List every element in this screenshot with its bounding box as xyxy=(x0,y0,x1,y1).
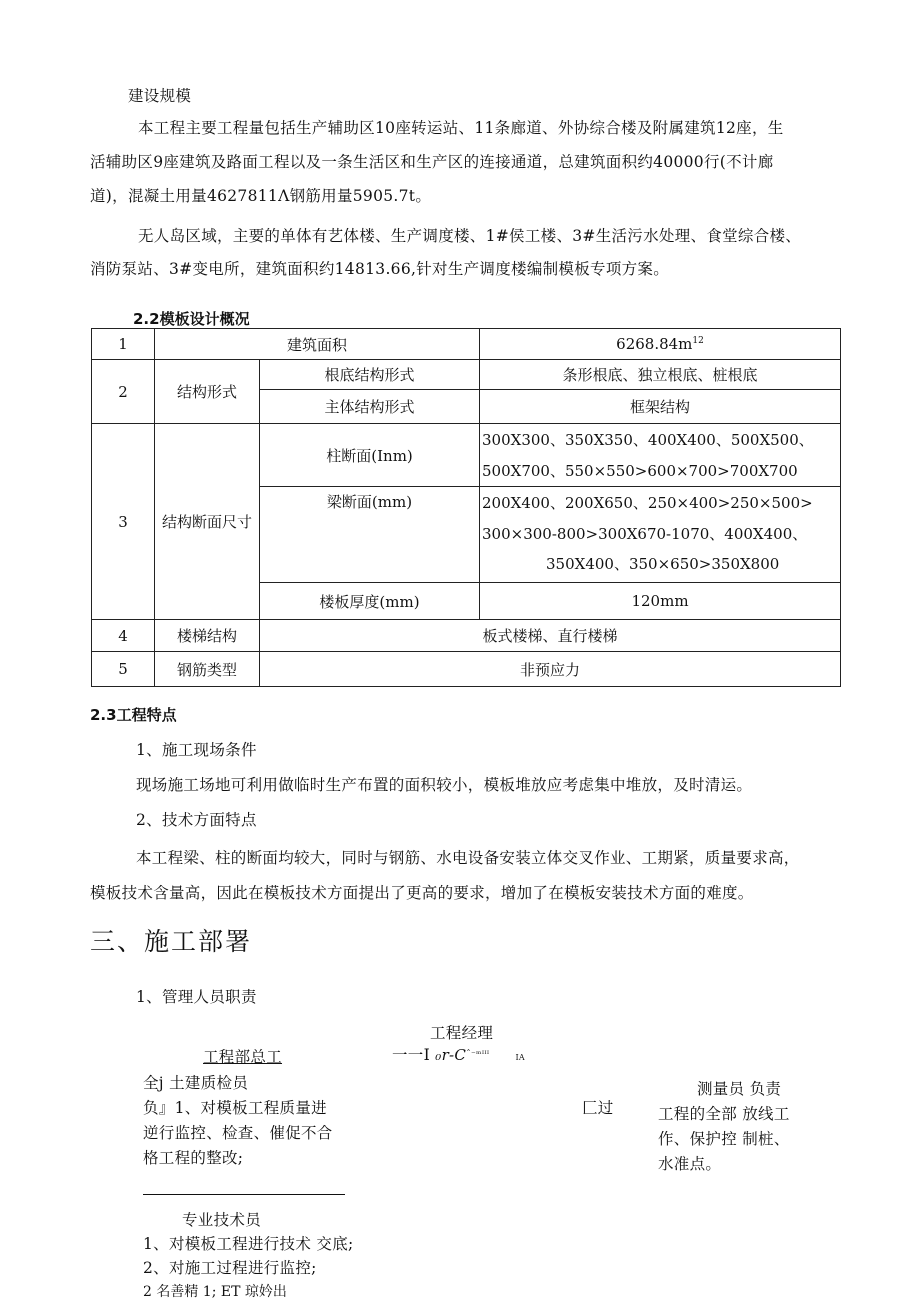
technical-features-line1: 本工程梁、柱的断面均较大，同时与钢筋、水电设备安装立体交叉作业、工期紧，质量要求高， xyxy=(136,849,800,867)
technical-features-heading: 2、技术方面特点 xyxy=(136,811,257,829)
qc-line2: 负』1、对模板工程质量进 xyxy=(143,1099,327,1117)
qc-line3: 逆行监控、检查、催促不合 xyxy=(143,1124,333,1142)
tech-staff-line1: 1、对模板工程进行技术 交底; xyxy=(143,1235,354,1253)
row-number: 3 xyxy=(92,424,155,620)
site-conditions-text: 现场施工场地可利用做临时生产布置的面积较小，模板堆放应考虑集中堆放，及时清运。 xyxy=(136,776,753,794)
sub-label: 楼板厚度(mm) xyxy=(260,583,480,620)
surveyor-line2: 工程的全部 放线工 xyxy=(658,1105,790,1123)
row-value: 板式楼梯、直行楼梯 xyxy=(260,620,841,652)
table-row xyxy=(92,652,841,687)
surveyor-line1: 测量员 负责 xyxy=(697,1080,782,1098)
sub-label: 根底结构形式 xyxy=(260,360,480,390)
divider-line xyxy=(143,1194,345,1195)
middle-fragment: 匚过 xyxy=(582,1099,614,1117)
sub-label: 柱断面(Inm) xyxy=(260,424,480,487)
qc-line1: 全j 土建质检员 xyxy=(143,1074,249,1092)
sub-value: 框架结构 xyxy=(480,390,841,424)
sub-value: 300X300、350X350、400X400、500X500、 500X700、550×550>600×700>700X700 xyxy=(480,424,841,487)
row-label: 钢筋类型 xyxy=(155,652,260,687)
row-label: 楼梯结构 xyxy=(155,620,260,652)
qc-line4: 格工程的整改; xyxy=(143,1149,244,1167)
sub-value: 200X400、200X650、250×400>250×500> 300×300-800>300X670-1070、400X400、 350X400、350×650>350X800 xyxy=(480,487,841,583)
tech-staff-line2: 2、对施工过程进行监控; xyxy=(143,1259,317,1277)
manager-connector: 一一I $_0r-C^{ˆ^-ᵐᴵᴵᴵ}$ IA xyxy=(392,1046,526,1064)
sub-label: 主体结构形式 xyxy=(260,390,480,424)
section-2-2-title: 2.2模板设计概况 xyxy=(133,310,250,328)
row-number: 2 xyxy=(92,360,155,424)
table-row xyxy=(92,360,841,390)
sub-label: 梁断面(mm) xyxy=(260,487,480,583)
row-label: 结构形式 xyxy=(155,360,260,424)
management-duties-heading: 1、管理人员职责 xyxy=(136,988,257,1006)
intro-para1-line1: 本工程主要工程量包括生产辅助区10座转运站、11条廊道、外协综合楼及附属建筑12座，生 xyxy=(138,119,784,137)
row-number: 5 xyxy=(92,652,155,687)
chief-engineer-label: 工程部总工 xyxy=(203,1048,283,1066)
row-label: 结构断面尺寸 xyxy=(155,424,260,620)
intro-para2-line2: 消防泵站、3#变电所，建筑面积约14813.66,针对生产调度楼编制模板专项方案。 xyxy=(90,260,670,278)
intro-heading: 建设规模 xyxy=(128,87,192,105)
sub-value: 条形根底、独立根底、桩根底 xyxy=(480,360,841,390)
row-label: 建筑面积 xyxy=(155,329,480,360)
tech-staff-line3: 2 名善精 1; ET 琼妗出 xyxy=(143,1284,287,1300)
section-3-title: 三、施工部署 xyxy=(90,927,253,956)
site-conditions-heading: 1、施工现场条件 xyxy=(136,741,257,759)
technical-features-line2: 模板技术含量高，因此在模板技术方面提出了更高的要求，增加了在模板安装技术方面的难度。 xyxy=(90,884,754,902)
section-2-3-title: 2.3工程特点 xyxy=(90,706,177,724)
project-manager-label: 工程经理 xyxy=(430,1024,494,1042)
table-row xyxy=(92,620,841,652)
table-row xyxy=(92,329,841,360)
row-value: $6268.84m^{12}$ xyxy=(480,329,841,360)
intro-para1-line3: 道)，混凝土用量4627811Λ钢筋用量5905.7t。 xyxy=(90,187,432,205)
row-number: 4 xyxy=(92,620,155,652)
formwork-design-table xyxy=(91,328,841,687)
surveyor-line3: 作、保护控 制桩、 xyxy=(658,1130,790,1148)
row-number: 1 xyxy=(92,329,155,360)
surveyor-line4: 水准点。 xyxy=(658,1155,722,1173)
intro-para1-line2: 活辅助区9座建筑及路面工程以及一条生活区和生产区的连接通道，总建筑面积约40000行(不计廊 xyxy=(90,153,774,171)
intro-para2-line1: 无人岛区域，主要的单体有艺体楼、生产调度楼、1#侯工楼、3#生活污水处理、食堂综合楼、 xyxy=(138,227,802,245)
sub-value: 120mm xyxy=(480,583,841,620)
tech-staff-title: 专业技术员 xyxy=(182,1211,262,1229)
table-row xyxy=(92,424,841,487)
row-value: 非预应力 xyxy=(260,652,841,687)
